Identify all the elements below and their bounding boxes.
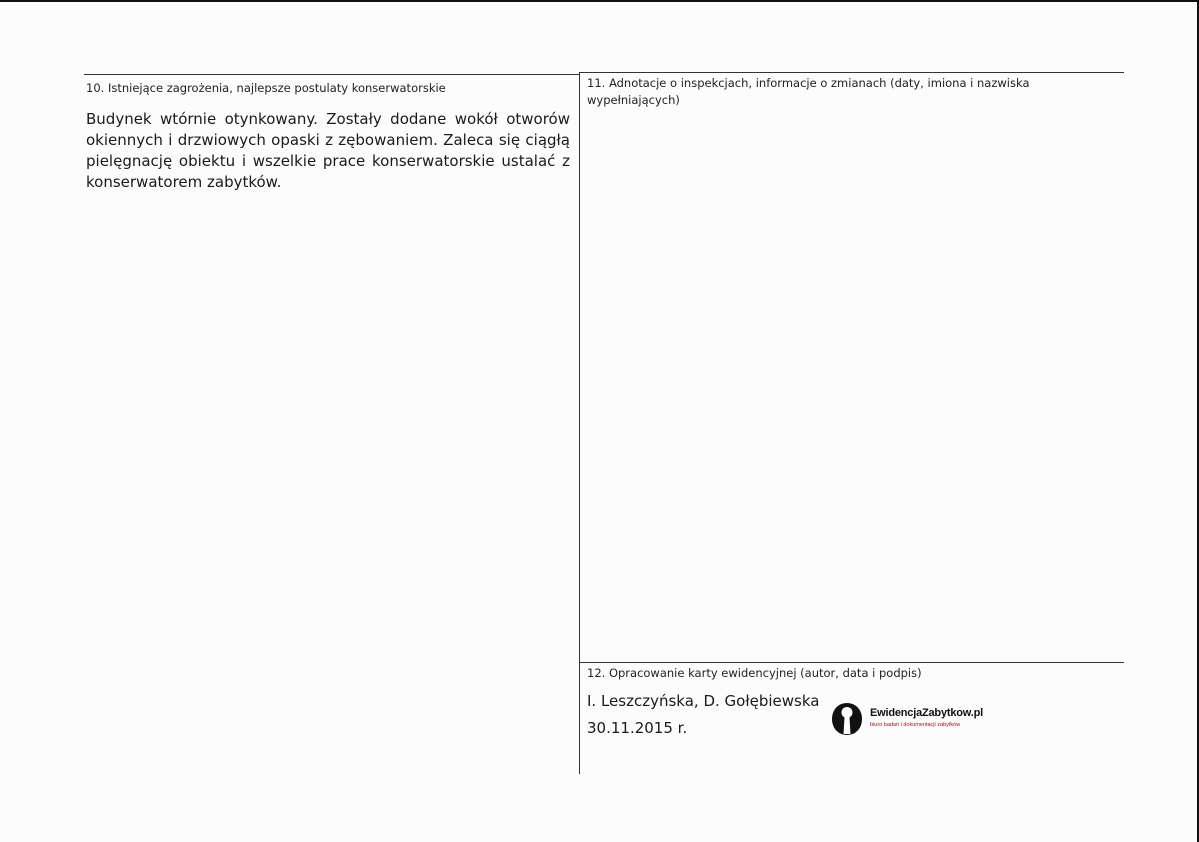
logo-name: EwidencjaZabytkow.pl <box>870 706 983 719</box>
section-10-heading: 10. Istniejące zagrożenia, najlepsze postulaty konserwatorskie <box>86 81 446 95</box>
keyhole-logo-icon <box>830 701 864 737</box>
rule-top-left <box>84 74 580 75</box>
column-divider <box>579 72 580 774</box>
section-10-body: Budynek wtórnie otynkowany. Zostały dodane wokół otworów okiennych i drzwiowych opaski z zębowaniem. Zaleca się ciągłą pielęgnację obiektu i wszelkie prace konserwatorskie ustalać z konserwatorem zabytków. <box>86 110 570 191</box>
rule-top-right <box>580 72 1124 73</box>
rule-section-12 <box>580 662 1124 663</box>
author-names: I. Leszczyńska, D. Gołębiewska <box>587 692 820 710</box>
section-12-content <box>587 690 819 740</box>
section-11-heading: 11. Adnotacje o inspekcjach, informacje o zmianach (daty, imiona i nazwiska wypełniających) <box>587 76 1030 107</box>
ewidencja-logo <box>830 701 983 737</box>
scan-edge-top <box>0 0 1199 2</box>
logo-tagline: biuro badań i dokumentacji zabytków <box>870 721 961 728</box>
card-date: 30.11.2015 r. <box>587 719 688 737</box>
section-12-heading: 12. Opracowanie karty ewidencyjnej (autor, data i podpis) <box>587 666 922 680</box>
